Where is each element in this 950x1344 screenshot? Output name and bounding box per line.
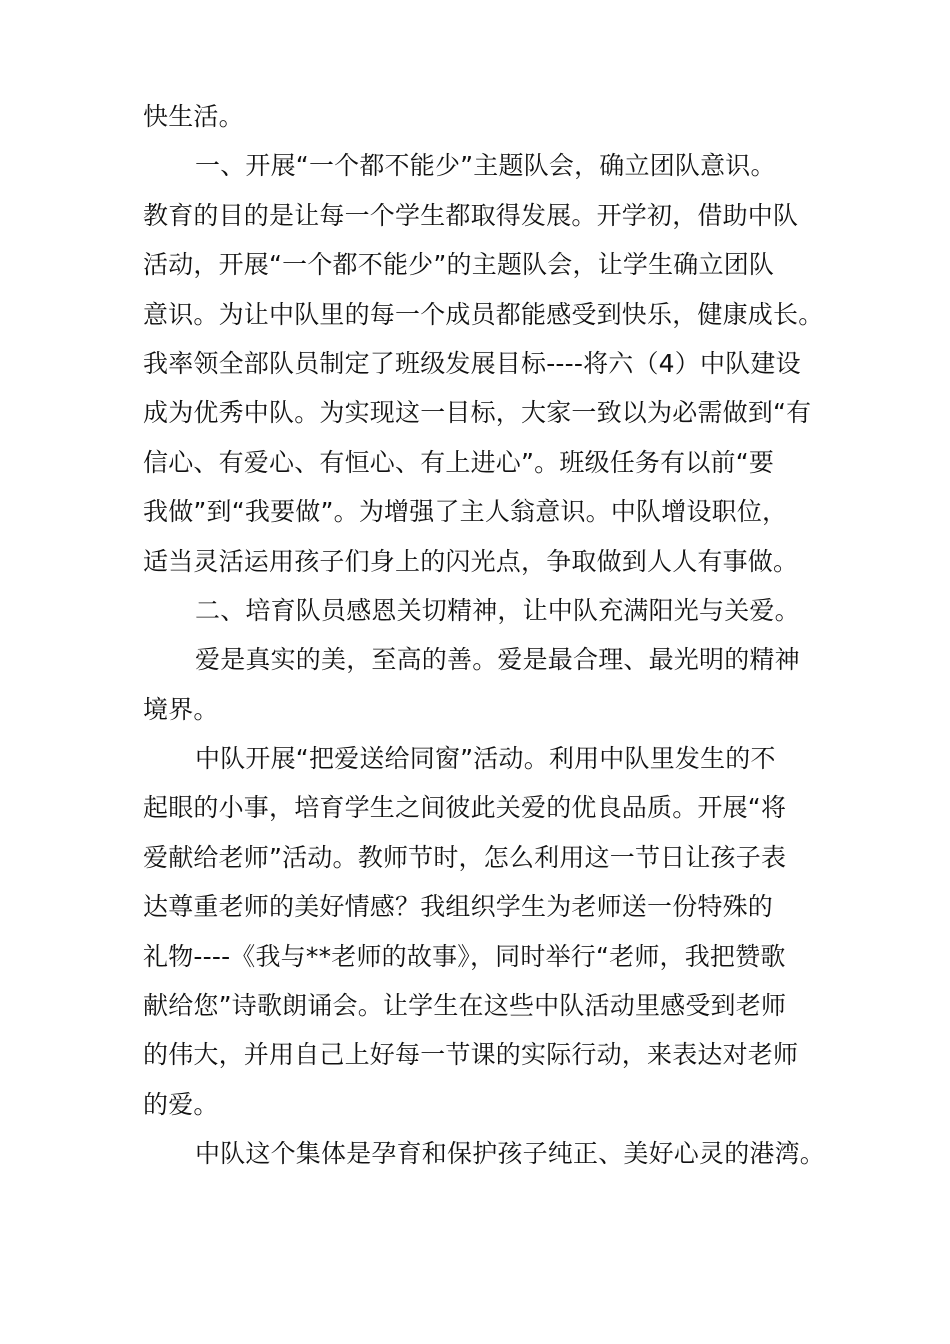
section-heading: 二、培育队员感恩关切精神，让中队充满阳光与关爱。 — [195, 595, 800, 625]
text-line: 活动，开展“一个都不能少”的主题队会，让学生确立团队 — [143, 250, 775, 280]
text-line: 适当灵活运用孩子们身上的闪光点，争取做到人人有事做。 — [143, 546, 799, 576]
text-line: 信心、有爱心、有恒心、有上进心”。班级任务有以前“要 — [143, 447, 775, 477]
text-line: 快生活。 — [143, 102, 244, 131]
text-line: 教育的目的是让每一个学生都取得发展。开学初，借助中队 — [143, 200, 799, 230]
text-line: 爱献给老师”活动。教师节时，怎么利用这一节日让孩子表 — [143, 842, 787, 872]
text-line: 我率领全部队员制定了班级发展目标----将六（4）中队建设 — [143, 348, 801, 378]
text-line: 成为优秀中队。为实现这一目标，大家一致以为必需做到“有 — [143, 398, 812, 428]
body-text — [143, 92, 833, 1179]
text-line: 境界。 — [143, 694, 219, 724]
text-line: 我做”到“我要做”。为增强了主人翁意识。中队增设职位， — [143, 497, 788, 527]
text-line: 中队开展“把爱送给同窗”活动。利用中队里发生的不 — [195, 744, 776, 774]
text-line: 中队这个集体是孕育和保护孩子纯正、美好心灵的港湾。 — [195, 1139, 826, 1169]
text-line: 的爱。 — [143, 1089, 219, 1119]
text-line: 意识。为让中队里的每一个成员都能感受到快乐，健康成长。 — [143, 299, 824, 329]
text-line: 的伟大，并用自己上好每一节课的实际行动，来表达对老师 — [143, 1040, 799, 1070]
text-line: 礼物----《我与**老师的故事》，同时举行“老师，我把赞歌 — [143, 941, 786, 971]
section-heading: 一、开展“一个都不能少”主题队会，确立团队意识。 — [195, 151, 776, 181]
text-line: 起眼的小事，培育学生之间彼此关爱的优良品质。开展“将 — [143, 793, 787, 823]
text-line: 献给您”诗歌朗诵会。让学生在这些中队活动里感受到老师 — [143, 991, 787, 1021]
text-line: 爱是真实的美，至高的善。爱是最合理、最光明的精神 — [195, 645, 800, 675]
text-line: 达尊重老师的美好情感？我组织学生为老师送一份特殊的 — [143, 892, 774, 922]
